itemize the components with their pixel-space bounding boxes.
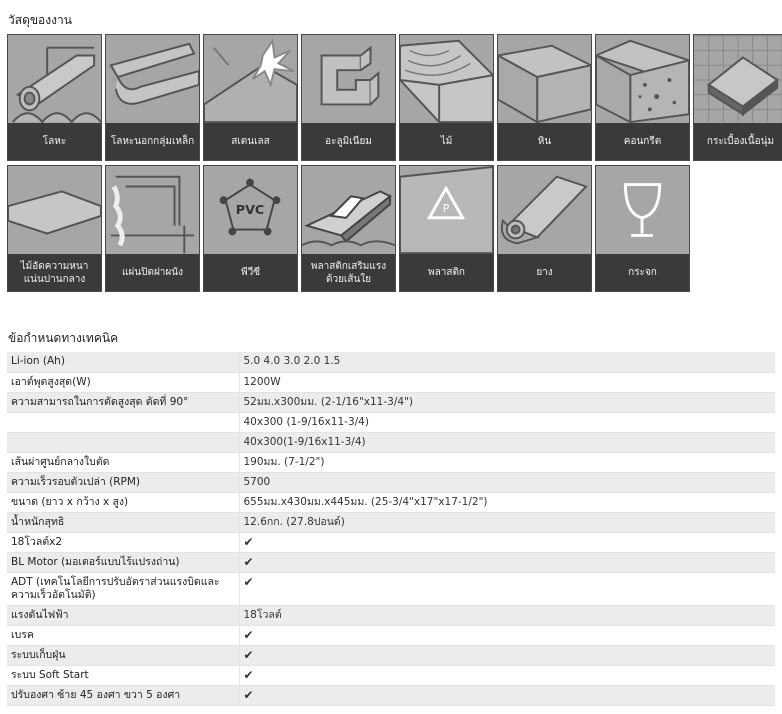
pvc-icon — [204, 166, 297, 254]
material-tile-pvc[interactable] — [203, 165, 298, 292]
material-label: พลาสติกเสริมแรงด้วยเส้นใย — [310, 260, 387, 285]
spec-check-icon: ✔ — [239, 572, 775, 605]
spec-row — [7, 552, 775, 572]
material-tile-wall-panel[interactable] — [105, 165, 200, 292]
material-label: คอนกรีต — [623, 136, 662, 147]
spec-key: ปรับองศา ซ้าย 45 องศา ขวา 5 องศา — [7, 685, 239, 705]
rubber-roll-icon — [498, 166, 591, 254]
material-label: ยาง — [536, 267, 553, 278]
spec-key: Li-ion (Ah) — [7, 352, 239, 372]
spec-value: 5.0 4.0 3.0 2.0 1.5 — [239, 352, 775, 372]
material-label: โลหะนอกกลุ่มเหล็ก — [110, 136, 195, 147]
spec-row — [7, 392, 775, 412]
spec-table — [7, 352, 775, 706]
spec-check-icon: ✔ — [239, 645, 775, 665]
soft-tile-icon — [694, 35, 782, 123]
material-tile-aluminum[interactable] — [301, 34, 396, 161]
spec-value: 5700 — [239, 472, 775, 492]
wood-plank-icon — [400, 35, 493, 123]
stone-block-icon — [498, 35, 591, 123]
spec-value: 18โวลต์ — [239, 605, 775, 625]
spec-check-icon: ✔ — [239, 532, 775, 552]
material-label: หิน — [537, 136, 552, 147]
wall-panel-icon — [106, 166, 199, 254]
material-label: โลหะ — [42, 136, 67, 147]
spec-check-icon: ✔ — [239, 625, 775, 645]
material-label: สเตนเลส — [231, 136, 270, 147]
spec-row — [7, 665, 775, 685]
material-label: อะลูมิเนียม — [325, 136, 372, 147]
material-tile-rubber[interactable] — [497, 165, 592, 292]
spec-key: ระบบ Soft Start — [7, 665, 239, 685]
spec-row — [7, 572, 775, 605]
material-tile-metal[interactable] — [7, 34, 102, 161]
spec-check-icon: ✔ — [239, 552, 775, 572]
spec-check-icon: ✔ — [239, 685, 775, 705]
spec-key: เอาต์พุตสูงสุด(W) — [7, 372, 239, 392]
spec-value: 40x300 (1-9/16x11-3/4) — [239, 412, 775, 432]
mdf-board-icon — [8, 166, 101, 254]
spec-key: เบรค — [7, 625, 239, 645]
spec-section-title: ข้อกำหนดทางเทคนิค — [8, 331, 119, 345]
spec-row — [7, 492, 775, 512]
material-label: กระเบื้องเนื้อนุ่ม — [706, 136, 775, 147]
material-tile-mdf[interactable] — [7, 165, 102, 292]
spec-key: ความสามารถในการตัดสูงสุด ตัดที่ 90° — [7, 392, 239, 412]
materials-row-1 — [7, 34, 781, 161]
spec-value: 52มม.x300มม. (2-1/16"x11-3/4") — [239, 392, 775, 412]
spec-key: ขนาด (ยาว x กว้าง x สูง) — [7, 492, 239, 512]
frp-boat-icon — [302, 166, 395, 254]
spec-row — [7, 532, 775, 552]
spec-key — [7, 412, 239, 432]
glass-icon — [596, 166, 689, 254]
spec-key: ADT (เทคโนโลยีการปรับอัตราส่วนแรงบิดและความเร็วอัตโนมัติ) — [7, 572, 239, 605]
spec-value: 12.6กก. (27.8ปอนด์) — [239, 512, 775, 532]
materials-row-2 — [7, 165, 781, 292]
spec-row — [7, 472, 775, 492]
spec-value: 1200W — [239, 372, 775, 392]
material-tile-nonferrous[interactable] — [105, 34, 200, 161]
spec-row — [7, 412, 775, 432]
spec-key: เส้นผ่าศูนย์กลางใบตัด — [7, 452, 239, 472]
spec-row — [7, 432, 775, 452]
material-label: พีวีซี — [241, 267, 260, 278]
material-label: แผ่นปิดฝาผนัง — [121, 267, 184, 278]
metal-pipe-icon — [8, 35, 101, 123]
spec-row — [7, 605, 775, 625]
material-tile-wood[interactable] — [399, 34, 494, 161]
spec-key: ความเร็วรอบตัวเปล่า (RPM) — [7, 472, 239, 492]
spec-row — [7, 685, 775, 705]
materials-grid — [7, 34, 781, 296]
aluminum-profile-icon — [302, 35, 395, 123]
spec-key — [7, 432, 239, 452]
spec-row — [7, 352, 775, 372]
plastic-recycle-icon — [400, 166, 493, 254]
spec-row — [7, 625, 775, 645]
material-tile-soft-tile[interactable] — [693, 34, 782, 161]
materials-section-title: วัสดุของงาน — [8, 13, 72, 27]
material-tile-stainless[interactable] — [203, 34, 298, 161]
material-label: ไม้อัดความหนาแน่นปานกลาง — [20, 260, 89, 285]
spec-value: 655มม.x430มม.x445มม. (25-3/4"x17"x17-1/2") — [239, 492, 775, 512]
material-label: พลาสติก — [428, 267, 465, 278]
material-tile-concrete[interactable] — [595, 34, 690, 161]
spec-key: 18โวลต์x2 — [7, 532, 239, 552]
spec-row — [7, 512, 775, 532]
material-tile-stone[interactable] — [497, 34, 592, 161]
spec-value: 190มม. (7-1/2") — [239, 452, 775, 472]
spec-key: แรงดันไฟฟ้า — [7, 605, 239, 625]
spec-key: BL Motor (มอเตอร์แบบไร้แปรงถ่าน) — [7, 552, 239, 572]
spec-row — [7, 452, 775, 472]
plastic-icon-text: P — [442, 201, 450, 215]
pvc-icon-text: PVC — [235, 201, 265, 217]
spec-value: 40x300(1-9/16x11-3/4) — [239, 432, 775, 452]
material-tile-glass[interactable] — [595, 165, 690, 292]
nonferrous-metal-icon — [106, 35, 199, 123]
material-label: กระจก — [628, 267, 657, 278]
spec-check-icon: ✔ — [239, 665, 775, 685]
spec-row — [7, 372, 775, 392]
spec-key: ระบบเก็บฝุ่น — [7, 645, 239, 665]
concrete-block-icon — [596, 35, 689, 123]
spec-row — [7, 645, 775, 665]
material-tile-plastic[interactable] — [399, 165, 494, 292]
stainless-sheet-icon — [204, 35, 297, 123]
spec-key: น้ำหนักสุทธิ — [7, 512, 239, 532]
material-tile-frp[interactable] — [301, 165, 396, 292]
material-label: ไม้ — [440, 136, 453, 147]
